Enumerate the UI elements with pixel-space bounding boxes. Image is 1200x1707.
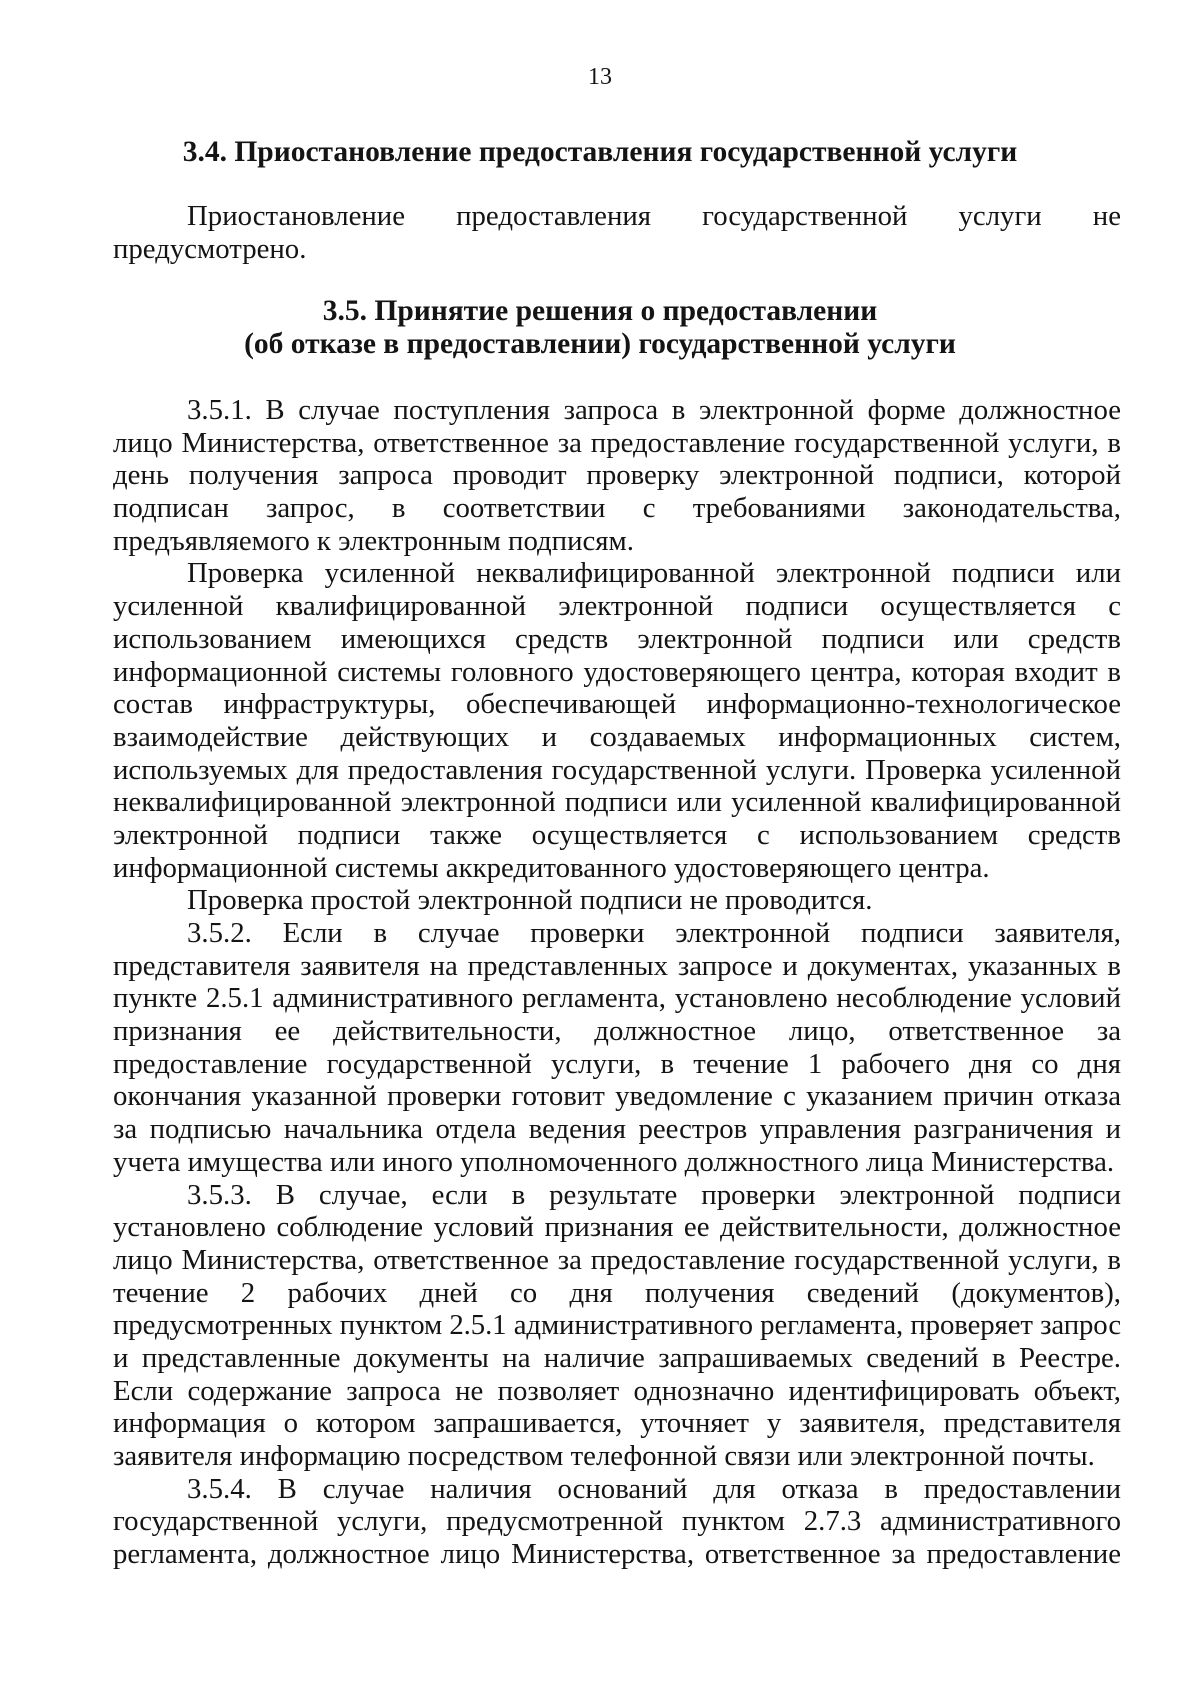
text-line: окончания указанной проверки готовит уведомление с указанием причин отказа bbox=[113, 1080, 1121, 1113]
section-3-5-heading-line-1: 3.5. Принятие решения о предоставлении bbox=[322, 295, 878, 327]
text-line: и представленные документы на наличие запрашиваемых сведений в Реестре. bbox=[113, 1341, 1121, 1374]
text-line: взаимодействие действующих и создаваемых информационных систем, bbox=[113, 720, 1121, 753]
text-line: пункте 2.5.1 административного регламента, установлено несоблюдение условий bbox=[113, 982, 1121, 1015]
section-3-5-heading-line-2: (об отказе в предоставлении) государственной услуги bbox=[244, 328, 956, 360]
page-number: 13 bbox=[588, 64, 612, 90]
paragraph-verification-start: Проверка усиленной неквалифицированной электронной подписи или bbox=[187, 557, 1121, 590]
text-line: лицо Министерства, ответственное за предоставление государственной услуги, в bbox=[113, 426, 1121, 459]
text-line: предоставление государственной услуги, в течение 1 рабочего дня со дня bbox=[113, 1047, 1121, 1080]
paragraph-3-5-4-start: 3.5.4. В случае наличия оснований для отказа в предоставлении bbox=[187, 1472, 1121, 1505]
section-3-5-text bbox=[113, 394, 1121, 1571]
text-line: за подписью начальника отдела ведения реестров управления разграничения и bbox=[113, 1113, 1121, 1146]
text-line: предусмотренных пунктом 2.5.1 административного регламента, проверяет запрос bbox=[113, 1309, 1121, 1342]
text-line: электронной подписи также осуществляется с использованием средств bbox=[113, 818, 1121, 851]
text-line: регламента, должностное лицо Министерства, ответственное за предоставление bbox=[113, 1538, 1121, 1571]
text-line: течение 2 рабочих дней со дня получения сведений (документов), bbox=[113, 1276, 1121, 1309]
text-line: информация о котором запрашивается, уточняет у заявителя, представителя bbox=[113, 1407, 1121, 1440]
text-line: учета имущества или иного уполномоченного должностного лица Министерства. bbox=[113, 1145, 1115, 1178]
text-line: лицо Министерства, ответственное за предоставление государственной услуги, в bbox=[113, 1243, 1121, 1276]
text-line: заявителя информацию посредством телефонной связи или электронной почты. bbox=[113, 1440, 1095, 1472]
paragraph-simple-signature: Проверка простой электронной подписи не проводится. bbox=[187, 884, 873, 917]
text-line: используемых для предоставления государственной услуги. Проверка усиленной bbox=[113, 753, 1121, 786]
text-line: информационной системы головного удостоверяющего центра, которая входит в bbox=[113, 655, 1121, 688]
section-3-4-text bbox=[113, 200, 1121, 265]
text-line: использованием имеющихся средств электронной подписи или средств bbox=[113, 622, 1121, 655]
text-line: неквалифицированной электронной подписи или усиленной квалифицированной bbox=[113, 786, 1121, 819]
text-line: признания ее действительности, должностное лицо, ответственное за bbox=[113, 1015, 1121, 1048]
paragraph-3-5-3-start: 3.5.3. В случае, если в результате проверки электронной подписи bbox=[187, 1178, 1121, 1211]
text-line: Если содержание запроса не позволяет однозначно идентифицировать объект, bbox=[113, 1374, 1121, 1407]
section-3-4-heading: 3.4. Приостановление предоставления государственной услуги bbox=[182, 136, 1018, 168]
paragraph-3-5-1-start: 3.5.1. В случае поступления запроса в электронной форме должностное bbox=[187, 394, 1121, 426]
text-line: подписан запрос, в соответствии с требованиями законодательства, bbox=[113, 492, 1121, 525]
text-line: государственной услуги, предусмотренной пунктом 2.7.3 административного bbox=[113, 1505, 1121, 1538]
text-line: состав инфраструктуры, обеспечивающей информационно-технологическое bbox=[113, 688, 1121, 721]
text-line: установлено соблюдение условий признания ее действительности, должностное bbox=[113, 1211, 1121, 1244]
text-line: представителя заявителя на представленных запросе и документах, указанных в bbox=[113, 949, 1121, 982]
text-line: день получения запроса проводит проверку электронной подписи, которой bbox=[113, 459, 1121, 492]
text-line: информационной системы аккредитованного удостоверяющего центра. bbox=[113, 851, 990, 884]
paragraph-3-5-2-start: 3.5.2. Если в случае проверки электронной подписи заявителя, bbox=[187, 917, 1121, 949]
text-line: предусмотрено. bbox=[113, 232, 307, 265]
text-line: предъявляемого к электронным подписям. bbox=[113, 524, 634, 557]
text-line: усиленной квалифицированной электронной подписи осуществляется с bbox=[113, 590, 1121, 623]
text-line: Приостановление предоставления государственной услуги не bbox=[187, 200, 1121, 232]
